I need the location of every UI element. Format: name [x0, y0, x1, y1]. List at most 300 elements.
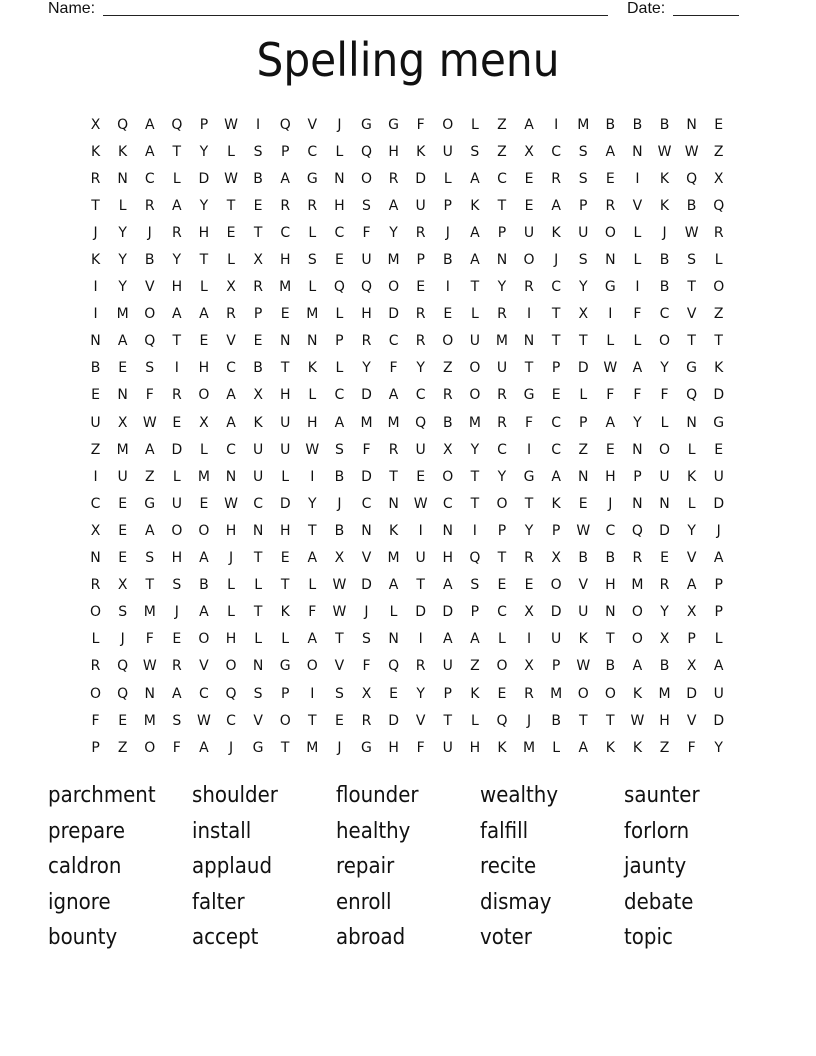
grid-letter[interactable]: F [145, 387, 154, 404]
grid-letter[interactable]: R [497, 387, 507, 404]
grid-letter[interactable]: A [713, 550, 724, 567]
grid-letter[interactable]: Q [686, 387, 698, 404]
grid-letter[interactable]: Y [687, 522, 696, 539]
grid-letter[interactable]: Q [117, 658, 129, 675]
grid-letter[interactable]: G [361, 739, 372, 756]
grid-letter[interactable]: N [686, 414, 697, 431]
grid-letter[interactable]: R [90, 658, 101, 675]
grid-letter[interactable]: Z [442, 360, 453, 377]
grid-letter[interactable]: N [252, 522, 264, 539]
grid-letter[interactable]: T [308, 522, 317, 539]
grid-letter[interactable]: R [415, 224, 426, 241]
grid-letter[interactable]: V [199, 658, 209, 675]
grid-letter[interactable]: O [306, 658, 318, 675]
grid-letter[interactable]: Y [660, 360, 669, 377]
grid-letter[interactable]: R [171, 658, 182, 675]
grid-letter[interactable]: J [608, 495, 613, 512]
grid-letter[interactable]: K [551, 495, 561, 512]
grid-letter[interactable]: H [605, 577, 616, 594]
grid-letter[interactable]: Y [362, 360, 371, 377]
grid-letter[interactable]: P [579, 197, 588, 214]
grid-letter[interactable]: O [469, 387, 481, 404]
grid-letter[interactable]: P [551, 522, 561, 539]
grid-letter[interactable]: S [334, 685, 344, 702]
grid-letter[interactable]: U [442, 143, 453, 160]
grid-letter[interactable]: H [361, 306, 372, 323]
grid-letter[interactable]: W [142, 658, 157, 675]
grid-letter[interactable]: I [93, 306, 98, 323]
grid-letter[interactable]: R [713, 224, 724, 241]
grid-letter[interactable]: U [415, 197, 426, 214]
grid-letter[interactable]: A [199, 739, 209, 756]
grid-letter[interactable]: O [550, 577, 562, 594]
grid-letter[interactable]: V [686, 550, 697, 567]
grid-letter[interactable]: E [118, 495, 128, 512]
grid-letter[interactable]: P [579, 414, 588, 431]
grid-letter[interactable]: A [551, 197, 561, 214]
grid-letter[interactable]: D [577, 360, 589, 377]
grid-letter[interactable]: X [659, 631, 670, 648]
grid-letter[interactable]: D [171, 441, 183, 458]
grid-letter[interactable]: E [334, 712, 344, 729]
grid-letter[interactable]: E [578, 495, 588, 512]
grid-letter[interactable]: X [524, 658, 534, 675]
grid-letter[interactable]: K [714, 360, 724, 377]
grid-letter[interactable]: J [93, 224, 98, 241]
grid-letter[interactable]: K [551, 224, 561, 241]
grid-letter[interactable]: I [445, 279, 450, 296]
grid-letter[interactable]: H [225, 631, 237, 648]
grid-letter[interactable]: L [687, 495, 696, 512]
grid-letter[interactable]: G [523, 387, 535, 404]
grid-letter[interactable]: R [524, 279, 534, 296]
grid-letter[interactable]: A [632, 360, 643, 377]
grid-letter[interactable]: Y [172, 252, 182, 269]
grid-letter[interactable]: Y [199, 143, 209, 160]
grid-letter[interactable]: H [388, 143, 399, 160]
grid-letter[interactable]: R [551, 170, 561, 187]
grid-letter[interactable]: Q [469, 550, 481, 567]
grid-letter[interactable]: C [334, 387, 345, 404]
grid-letter[interactable]: A [144, 143, 155, 160]
grid-letter[interactable]: H [198, 224, 210, 241]
grid-letter[interactable]: M [143, 604, 156, 621]
grid-letter[interactable]: O [442, 333, 454, 350]
grid-letter[interactable]: H [279, 252, 291, 269]
grid-letter[interactable]: I [418, 522, 423, 539]
grid-letter[interactable]: D [279, 495, 291, 512]
grid-letter[interactable]: A [334, 414, 345, 431]
grid-letter[interactable]: K [470, 685, 480, 702]
grid-letter[interactable]: H [659, 712, 670, 729]
grid-letter[interactable]: B [659, 279, 670, 296]
grid-letter[interactable]: N [307, 333, 318, 350]
grid-letter[interactable]: U [415, 441, 426, 458]
grid-letter[interactable]: F [606, 387, 615, 404]
grid-letter[interactable]: P [199, 116, 209, 133]
grid-letter[interactable]: U [551, 631, 562, 648]
grid-letter[interactable]: D [388, 712, 399, 729]
grid-letter[interactable]: Y [118, 279, 127, 296]
grid-letter[interactable]: V [334, 658, 345, 675]
grid-letter[interactable]: P [497, 224, 507, 241]
grid-letter[interactable]: S [470, 143, 480, 160]
grid-letter[interactable]: X [713, 170, 724, 187]
grid-letter[interactable]: F [416, 116, 425, 133]
grid-letter[interactable]: P [551, 360, 561, 377]
grid-letter[interactable]: M [143, 712, 156, 729]
grid-letter[interactable]: J [526, 712, 532, 729]
grid-letter[interactable]: L [660, 414, 669, 431]
grid-letter[interactable]: X [253, 387, 263, 404]
grid-letter[interactable]: E [416, 468, 426, 485]
grid-letter[interactable]: U [442, 658, 453, 675]
grid-letter[interactable]: V [307, 116, 318, 133]
grid-letter[interactable]: E [280, 550, 290, 567]
grid-letter[interactable]: S [145, 550, 155, 567]
grid-letter[interactable]: E [660, 550, 669, 567]
grid-letter[interactable]: L [335, 306, 344, 323]
grid-letter[interactable]: U [496, 360, 508, 377]
grid-letter[interactable]: A [442, 577, 453, 594]
grid-letter[interactable]: O [659, 441, 671, 458]
grid-letter[interactable]: B [90, 360, 101, 377]
grid-letter[interactable]: L [714, 631, 723, 648]
grid-letter[interactable]: C [199, 685, 209, 702]
grid-letter[interactable]: A [199, 604, 209, 621]
grid-letter[interactable]: U [659, 468, 670, 485]
grid-letter[interactable]: K [90, 143, 101, 160]
grid-letter[interactable]: E [280, 306, 290, 323]
grid-letter[interactable]: R [226, 306, 236, 323]
grid-letter[interactable]: E [226, 224, 236, 241]
grid-letter[interactable]: N [605, 604, 616, 621]
grid-letter[interactable]: Q [279, 116, 291, 133]
grid-letter[interactable]: A [199, 550, 209, 567]
grid-letter[interactable]: T [253, 224, 263, 241]
grid-letter[interactable]: N [90, 550, 101, 567]
grid-letter[interactable]: L [172, 468, 181, 485]
grid-letter[interactable]: S [172, 712, 182, 729]
grid-letter[interactable]: M [116, 441, 129, 458]
grid-letter[interactable]: Y [660, 604, 669, 621]
grid-letter[interactable]: L [172, 170, 181, 187]
grid-letter[interactable]: Z [144, 468, 155, 485]
grid-letter[interactable]: R [524, 685, 534, 702]
grid-letter[interactable]: W [576, 522, 591, 539]
grid-letter[interactable]: T [714, 333, 723, 350]
grid-letter[interactable]: O [713, 279, 725, 296]
grid-letter[interactable]: I [554, 116, 559, 133]
grid-letter[interactable]: M [387, 252, 400, 269]
grid-letter[interactable]: S [253, 685, 263, 702]
grid-letter[interactable]: C [361, 495, 372, 512]
grid-letter[interactable]: L [335, 360, 344, 377]
grid-letter[interactable]: T [470, 279, 480, 296]
grid-letter[interactable]: L [470, 116, 479, 133]
grid-letter[interactable]: R [144, 197, 155, 214]
grid-letter[interactable]: C [497, 170, 507, 187]
grid-letter[interactable]: B [686, 197, 697, 214]
grid-letter[interactable]: E [118, 550, 128, 567]
grid-letter[interactable]: F [172, 739, 181, 756]
grid-letter[interactable]: C [551, 414, 562, 431]
grid-letter[interactable]: A [605, 414, 616, 431]
grid-letter[interactable]: C [388, 333, 399, 350]
grid-letter[interactable]: A [280, 170, 290, 187]
grid-letter[interactable]: Y [416, 360, 425, 377]
grid-letter[interactable]: C [144, 170, 155, 187]
grid-letter[interactable]: U [442, 739, 453, 756]
grid-letter[interactable]: C [551, 279, 562, 296]
grid-letter[interactable]: J [716, 522, 721, 539]
grid-letter[interactable]: L [470, 712, 479, 729]
grid-letter[interactable]: S [334, 441, 344, 458]
grid-letter[interactable]: F [362, 224, 371, 241]
grid-letter[interactable]: J [147, 224, 152, 241]
grid-letter[interactable]: M [306, 739, 319, 756]
grid-letter[interactable]: U [252, 441, 264, 458]
grid-letter[interactable]: A [605, 143, 616, 160]
grid-letter[interactable]: L [470, 306, 479, 323]
grid-letter[interactable]: E [714, 116, 724, 133]
grid-letter[interactable]: V [686, 306, 697, 323]
grid-letter[interactable]: L [227, 604, 235, 621]
grid-letter[interactable]: N [388, 495, 399, 512]
grid-letter[interactable]: Q [360, 279, 372, 296]
grid-letter[interactable]: Z [497, 116, 507, 133]
grid-letter[interactable]: S [253, 143, 263, 160]
grid-letter[interactable]: E [497, 685, 507, 702]
grid-letter[interactable]: L [335, 143, 344, 160]
grid-letter[interactable]: T [280, 577, 290, 594]
grid-letter[interactable]: F [362, 658, 371, 675]
grid-letter[interactable]: Y [578, 279, 588, 296]
grid-letter[interactable]: E [172, 414, 182, 431]
grid-letter[interactable]: W [332, 577, 347, 594]
grid-letter[interactable]: V [632, 197, 643, 214]
grid-letter[interactable]: X [226, 279, 236, 296]
grid-letter[interactable]: N [632, 143, 643, 160]
grid-letter[interactable]: S [687, 252, 697, 269]
grid-letter[interactable]: N [334, 170, 345, 187]
grid-letter[interactable]: L [308, 577, 317, 594]
grid-letter[interactable]: W [657, 143, 672, 160]
grid-letter[interactable]: E [389, 685, 398, 702]
grid-letter[interactable]: M [523, 739, 536, 756]
grid-letter[interactable]: N [659, 495, 670, 512]
grid-letter[interactable]: C [226, 441, 236, 458]
grid-letter[interactable]: S [578, 143, 588, 160]
grid-letter[interactable]: Y [470, 441, 480, 458]
grid-letter[interactable]: X [524, 143, 534, 160]
grid-letter[interactable]: H [171, 550, 183, 567]
grid-letter[interactable]: T [497, 550, 507, 567]
grid-letter[interactable]: M [495, 333, 508, 350]
grid-letter[interactable]: R [442, 387, 453, 404]
grid-letter[interactable]: B [551, 712, 561, 729]
grid-letter[interactable]: G [144, 495, 156, 512]
grid-letter[interactable]: H [279, 387, 291, 404]
grid-letter[interactable]: F [308, 604, 317, 621]
grid-letter[interactable]: N [144, 685, 155, 702]
grid-letter[interactable]: A [199, 306, 209, 323]
date-field-line[interactable] [673, 15, 739, 16]
grid-letter[interactable]: L [308, 387, 317, 404]
grid-letter[interactable]: K [388, 522, 399, 539]
grid-letter[interactable]: U [280, 414, 291, 431]
grid-letter[interactable]: M [658, 685, 671, 702]
grid-letter[interactable]: Q [686, 170, 698, 187]
grid-letter[interactable]: R [415, 306, 426, 323]
grid-letter[interactable]: N [577, 468, 589, 485]
grid-letter[interactable]: A [388, 197, 399, 214]
grid-letter[interactable]: B [659, 658, 670, 675]
grid-letter[interactable]: W [197, 712, 211, 729]
grid-letter[interactable]: I [472, 522, 477, 539]
grid-letter[interactable]: I [256, 116, 261, 133]
grid-letter[interactable]: I [93, 279, 98, 296]
grid-letter[interactable]: C [307, 143, 318, 160]
grid-letter[interactable]: A [388, 577, 399, 594]
grid-letter[interactable]: H [279, 522, 291, 539]
grid-letter[interactable]: B [442, 252, 453, 269]
grid-letter[interactable]: P [687, 631, 696, 648]
grid-letter[interactable]: T [687, 333, 696, 350]
grid-letter[interactable]: G [279, 658, 291, 675]
grid-letter[interactable]: K [470, 197, 480, 214]
grid-letter[interactable]: J [337, 739, 342, 756]
grid-letter[interactable]: V [686, 712, 697, 729]
grid-letter[interactable]: M [306, 306, 319, 323]
grid-letter[interactable]: C [226, 712, 236, 729]
grid-letter[interactable]: E [714, 441, 724, 458]
grid-letter[interactable]: Z [90, 441, 101, 458]
grid-letter[interactable]: M [550, 685, 563, 702]
grid-letter[interactable]: J [228, 739, 234, 756]
grid-letter[interactable]: E [443, 306, 453, 323]
grid-letter[interactable]: R [415, 658, 426, 675]
grid-letter[interactable]: B [605, 550, 616, 567]
grid-letter[interactable]: O [659, 333, 671, 350]
grid-letter[interactable]: E [416, 279, 426, 296]
grid-letter[interactable]: J [228, 550, 234, 567]
grid-letter[interactable]: T [470, 468, 480, 485]
grid-letter[interactable]: S [307, 252, 317, 269]
grid-letter[interactable]: T [226, 197, 236, 214]
grid-letter[interactable]: R [280, 197, 291, 214]
grid-letter[interactable]: X [117, 414, 128, 431]
grid-letter[interactable]: E [524, 197, 534, 214]
grid-letter[interactable]: H [198, 360, 210, 377]
grid-letter[interactable]: H [171, 279, 183, 296]
grid-letter[interactable]: O [496, 658, 508, 675]
grid-letter[interactable]: O [442, 468, 454, 485]
grid-letter[interactable]: F [362, 441, 371, 458]
grid-letter[interactable]: X [90, 116, 101, 133]
grid-letter[interactable]: Z [470, 658, 480, 675]
grid-letter[interactable]: B [199, 577, 209, 594]
grid-letter[interactable]: A [524, 116, 534, 133]
grid-letter[interactable]: X [551, 550, 561, 567]
grid-letter[interactable]: Q [117, 685, 129, 702]
grid-letter[interactable]: Y [524, 522, 534, 539]
grid-letter[interactable]: D [361, 387, 372, 404]
grid-letter[interactable]: Q [117, 116, 129, 133]
grid-letter[interactable]: T [524, 495, 534, 512]
grid-letter[interactable]: E [118, 712, 128, 729]
grid-letter[interactable]: A [144, 441, 155, 458]
grid-letter[interactable]: A [172, 306, 182, 323]
grid-letter[interactable]: B [253, 360, 263, 377]
grid-letter[interactable]: I [526, 441, 532, 458]
grid-letter[interactable]: O [523, 252, 535, 269]
grid-letter[interactable]: U [280, 441, 291, 458]
grid-letter[interactable]: I [526, 631, 532, 648]
grid-letter[interactable]: Q [225, 685, 237, 702]
grid-letter[interactable]: Z [578, 441, 589, 458]
grid-letter[interactable]: X [253, 252, 263, 269]
grid-letter[interactable]: D [713, 495, 725, 512]
grid-letter[interactable]: L [254, 631, 263, 648]
grid-letter[interactable]: W [332, 604, 347, 621]
grid-letter[interactable]: Y [389, 224, 398, 241]
grid-letter[interactable]: V [226, 333, 236, 350]
grid-letter[interactable]: D [361, 468, 372, 485]
grid-letter[interactable]: A [172, 197, 182, 214]
grid-letter[interactable]: L [281, 468, 290, 485]
grid-letter[interactable]: N [117, 170, 128, 187]
grid-letter[interactable]: T [172, 333, 182, 350]
grid-letter[interactable]: K [90, 252, 101, 269]
grid-letter[interactable]: W [142, 414, 157, 431]
grid-letter[interactable]: T [578, 712, 588, 729]
grid-letter[interactable]: W [305, 441, 320, 458]
grid-letter[interactable]: K [307, 360, 317, 377]
grid-letter[interactable]: F [687, 739, 696, 756]
grid-letter[interactable]: E [551, 387, 561, 404]
grid-letter[interactable]: S [362, 197, 371, 214]
grid-letter[interactable]: U [469, 333, 480, 350]
grid-letter[interactable]: L [498, 631, 506, 648]
grid-letter[interactable]: W [684, 224, 699, 241]
grid-letter[interactable]: T [308, 712, 317, 729]
grid-letter[interactable]: S [578, 252, 588, 269]
grid-letter[interactable]: P [253, 306, 263, 323]
grid-letter[interactable]: O [631, 631, 643, 648]
grid-letter[interactable]: L [308, 224, 317, 241]
grid-letter[interactable]: R [632, 550, 643, 567]
grid-letter[interactable]: E [605, 170, 615, 187]
grid-letter[interactable]: B [334, 522, 345, 539]
grid-letter[interactable]: I [418, 631, 423, 648]
grid-letter[interactable]: A [307, 631, 318, 648]
grid-letter[interactable]: J [662, 224, 667, 241]
grid-letter[interactable]: H [388, 739, 399, 756]
grid-letter[interactable]: O [171, 522, 183, 539]
grid-letter[interactable]: O [631, 604, 643, 621]
grid-letter[interactable]: I [635, 170, 640, 187]
grid-letter[interactable]: P [551, 658, 561, 675]
grid-letter[interactable]: K [659, 197, 670, 214]
grid-letter[interactable]: C [659, 306, 670, 323]
grid-letter[interactable]: O [198, 522, 210, 539]
grid-letter[interactable]: B [578, 550, 589, 567]
grid-letter[interactable]: D [659, 522, 670, 539]
grid-letter[interactable]: P [714, 577, 723, 594]
grid-letter[interactable]: C [415, 387, 426, 404]
grid-letter[interactable]: B [334, 468, 345, 485]
